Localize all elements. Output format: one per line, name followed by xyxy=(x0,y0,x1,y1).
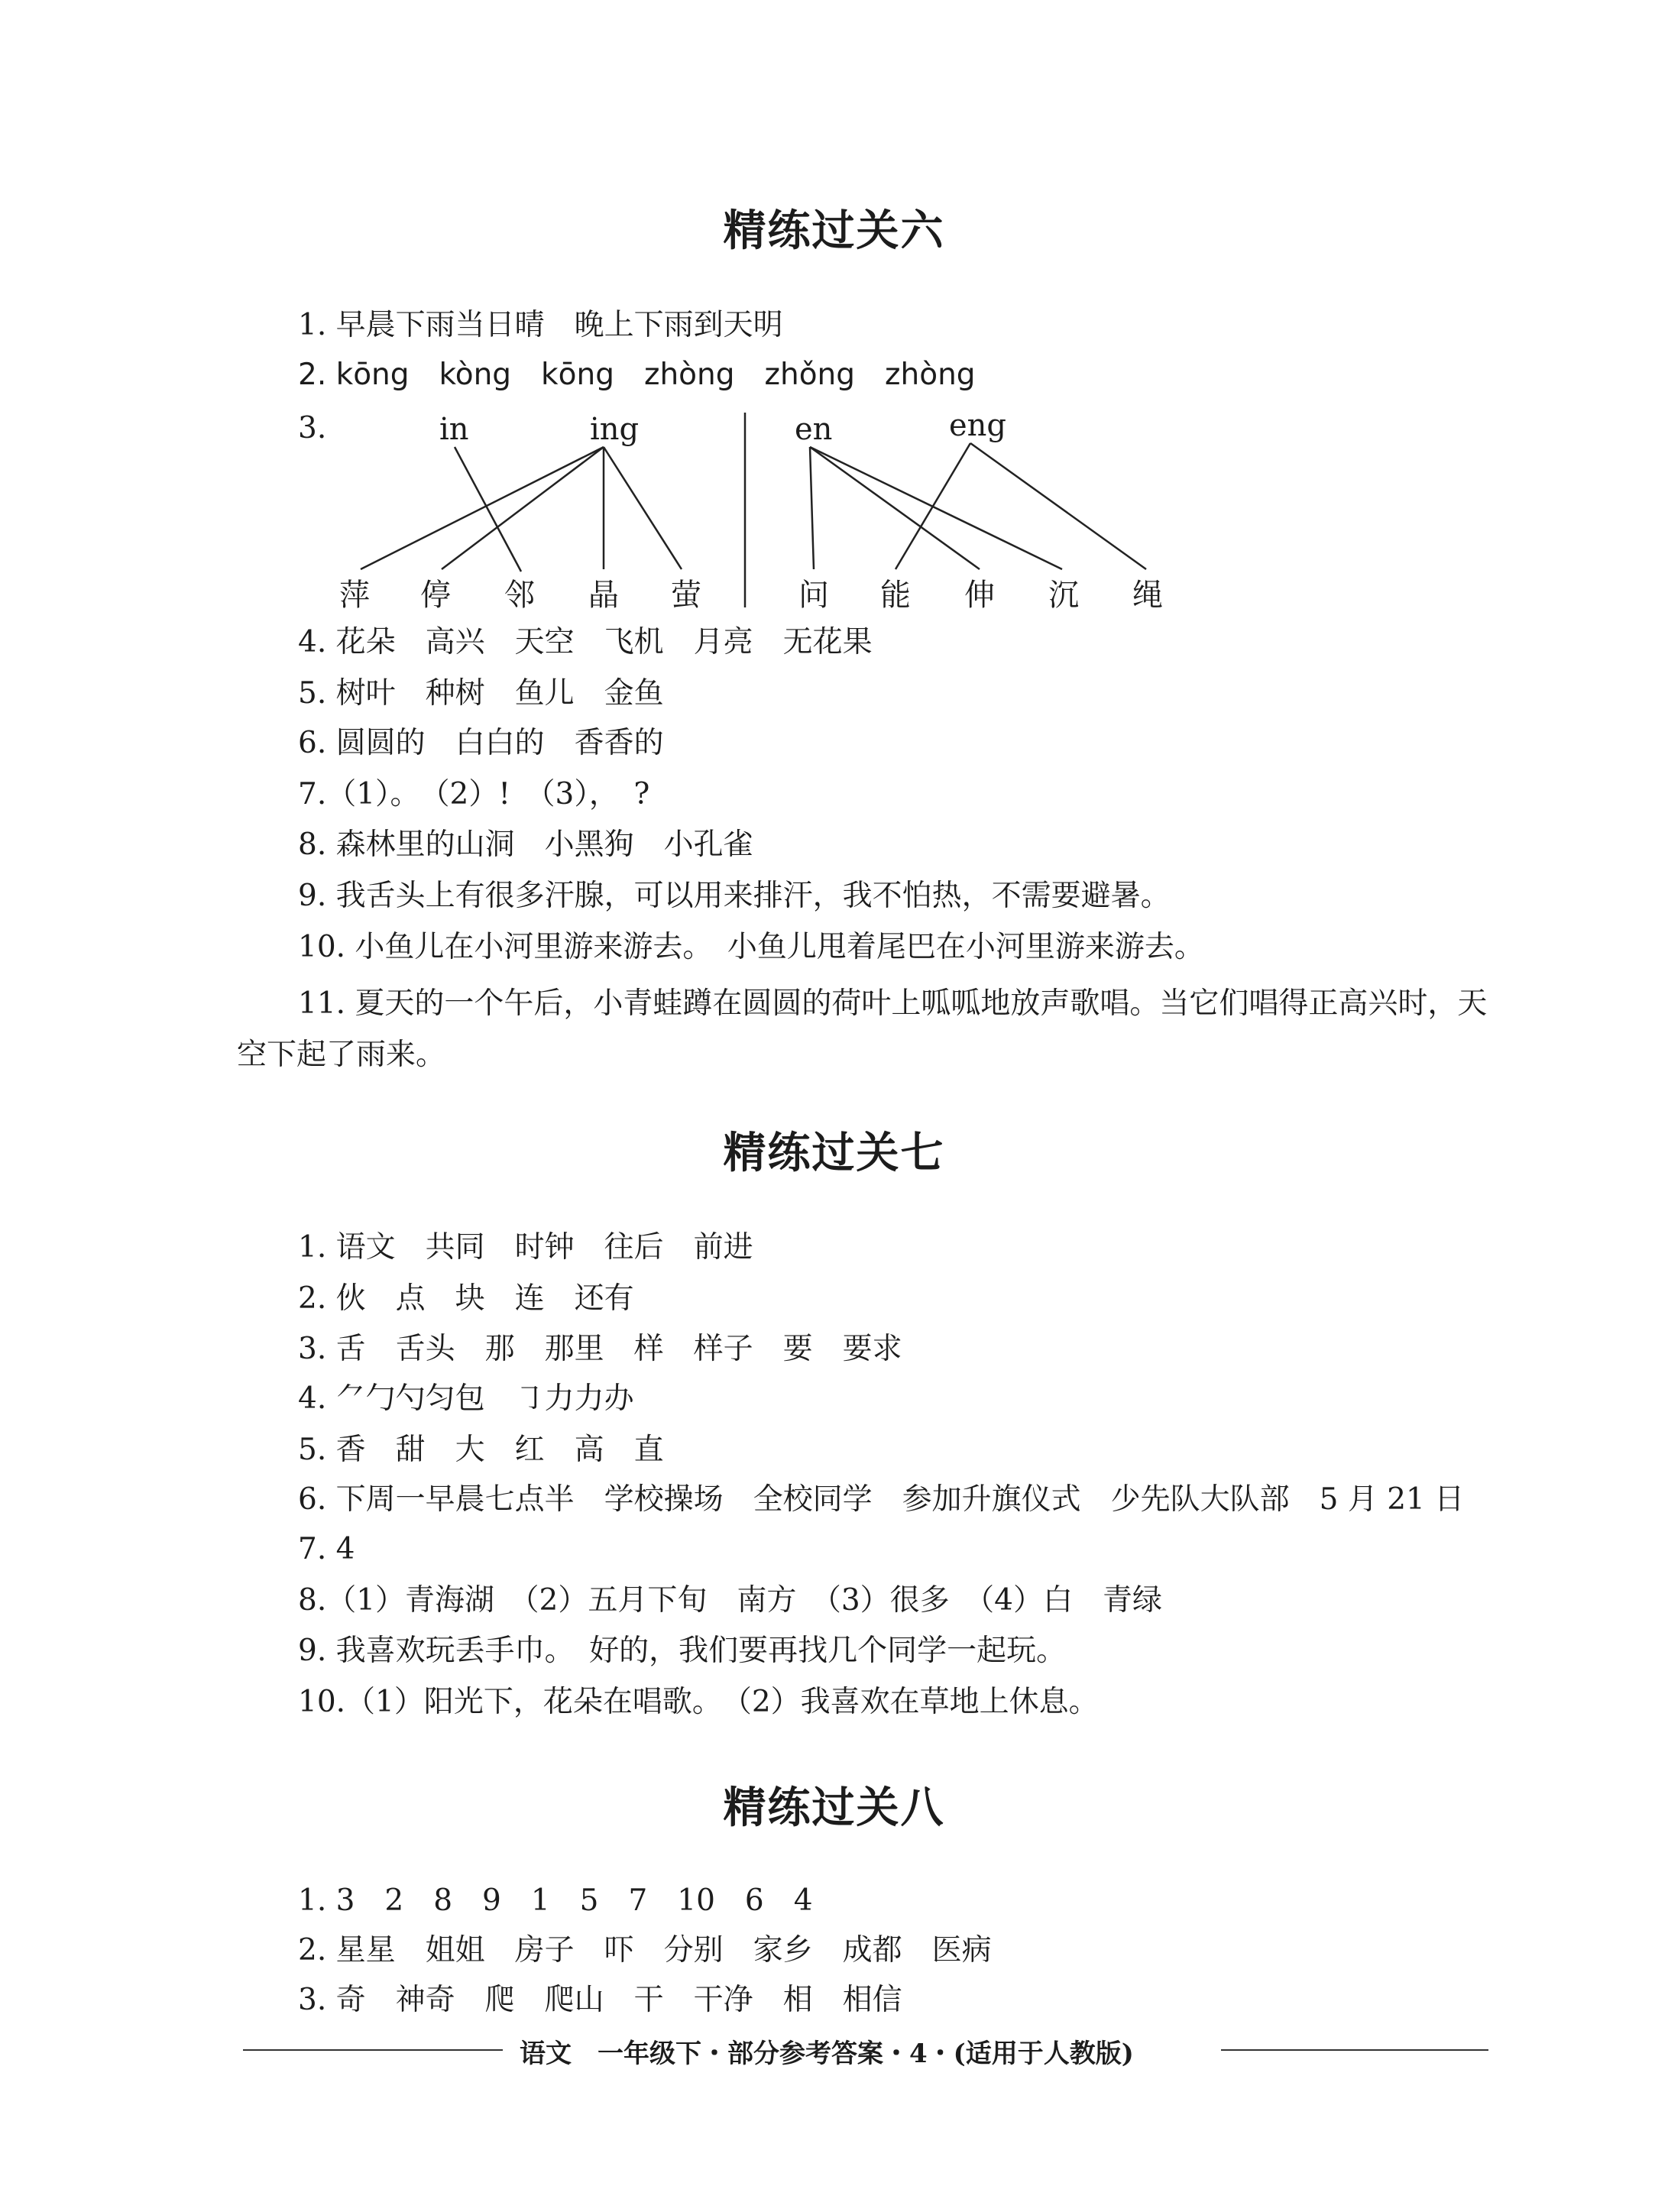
answer-8-1: 1. 3 2 8 9 1 5 7 10 6 4 xyxy=(298,1883,813,1918)
answer-7-7: 7. 4 xyxy=(298,1532,355,1566)
section-title-6: 精练过关六 xyxy=(723,206,945,256)
answer-6-8: 8. 森林里的山洞 小黑狗 小孔雀 xyxy=(298,827,753,862)
match-bottom-10: 绳 xyxy=(1132,578,1163,613)
section-title-7: 精练过关七 xyxy=(723,1128,945,1178)
answer-7-8: 8.（1）青海湖 （2）五月下旬 南方 （3）很多 （4）白 青绿 xyxy=(298,1583,1162,1618)
answer-6-6: 6. 圆圆的 白白的 香香的 xyxy=(298,726,664,760)
answer-6-11: 11. 夏天的一个午后，小青蛙蹲在圆圆的荷叶上呱呱地放声歌唱。当它们唱得正高兴时，天空下起了雨来。 xyxy=(237,986,1488,1072)
footer-rule-right xyxy=(1221,2049,1488,2051)
page-footer: 语文 一年级下・部分参考答案・4・(适用于人教版) xyxy=(520,2039,1134,2069)
answer-7-5: 5. 香 甜 大 红 高 直 xyxy=(298,1433,664,1467)
answer-7-1: 1. 语文 共同 时钟 往后 前进 xyxy=(298,1230,753,1265)
answer-6-7: 7.（1）。 （2）! （3）， ? xyxy=(298,777,650,811)
answer-6-10: 10. 小鱼儿在小河里游来游去。 小鱼儿甩着尾巴在小河里游来游去。 xyxy=(298,930,1204,964)
match-bottom-9: 沉 xyxy=(1048,578,1079,613)
match-bottom-3: 邻 xyxy=(504,578,535,613)
match-top-en: en xyxy=(795,412,833,447)
answer-6-4: 4. 花朵 高兴 天空 飞机 月亮 无花果 xyxy=(298,625,873,659)
answer-8-3: 3. 奇 神奇 爬 爬山 干 干净 相 相信 xyxy=(298,1983,902,2017)
match-bottom-4: 晶 xyxy=(588,578,619,613)
match-bottom-2: 停 xyxy=(420,578,451,613)
match-top-eng: eng xyxy=(949,408,1007,443)
match-bottom-6: 问 xyxy=(798,578,829,613)
answer-6-2: 2. kōng kòng kōng zhòng zhǒng zhòng xyxy=(298,358,976,392)
answer-6-3-label: 3. xyxy=(298,411,327,445)
answer-7-2: 2. 伙 点 块 连 还有 xyxy=(298,1281,634,1316)
match-lines xyxy=(361,443,1146,572)
answer-8-2: 2. 星星 姐姐 房子 吓 分别 家乡 成都 医病 xyxy=(298,1933,992,1967)
section-title-8: 精练过关八 xyxy=(723,1783,945,1833)
match-bottom-1: 萍 xyxy=(339,578,370,613)
match-top-in: in xyxy=(439,412,469,447)
answer-7-10: 10.（1）阳光下，花朵在唱歌。 （2）我喜欢在草地上休息。 xyxy=(298,1685,1099,1719)
footer-rule-left xyxy=(243,2049,503,2051)
answer-6-9: 9. 我舌头上有很多汗腺，可以用来排汗，我不怕热，不需要避暑。 xyxy=(298,879,1171,913)
match-bottom-8: 伸 xyxy=(964,578,995,613)
answer-7-3: 3. 舌 舌头 那 那里 样 样子 要 要求 xyxy=(298,1332,902,1366)
matching-diagram xyxy=(321,397,1238,627)
answer-7-9: 9. 我喜欢玩丢手巾。 好的，我们要再找几个同学一起玩。 xyxy=(298,1634,1067,1668)
answer-7-4: 4. ⺈勹勺匀包 ㇆力力办 xyxy=(298,1381,634,1416)
match-bottom-5: 萤 xyxy=(671,578,701,613)
match-top-ing: ing xyxy=(590,412,640,447)
answer-6-1: 1. 早晨下雨当日晴 晚上下雨到天明 xyxy=(298,308,783,342)
answer-6-5: 5. 树叶 种树 鱼儿 金鱼 xyxy=(298,676,664,711)
answer-7-6: 6. 下周一早晨七点半 学校操场 全校同学 参加升旗仪式 少先队大队部 5 月 21 日 xyxy=(298,1482,1465,1517)
match-bottom-7: 能 xyxy=(880,578,911,613)
